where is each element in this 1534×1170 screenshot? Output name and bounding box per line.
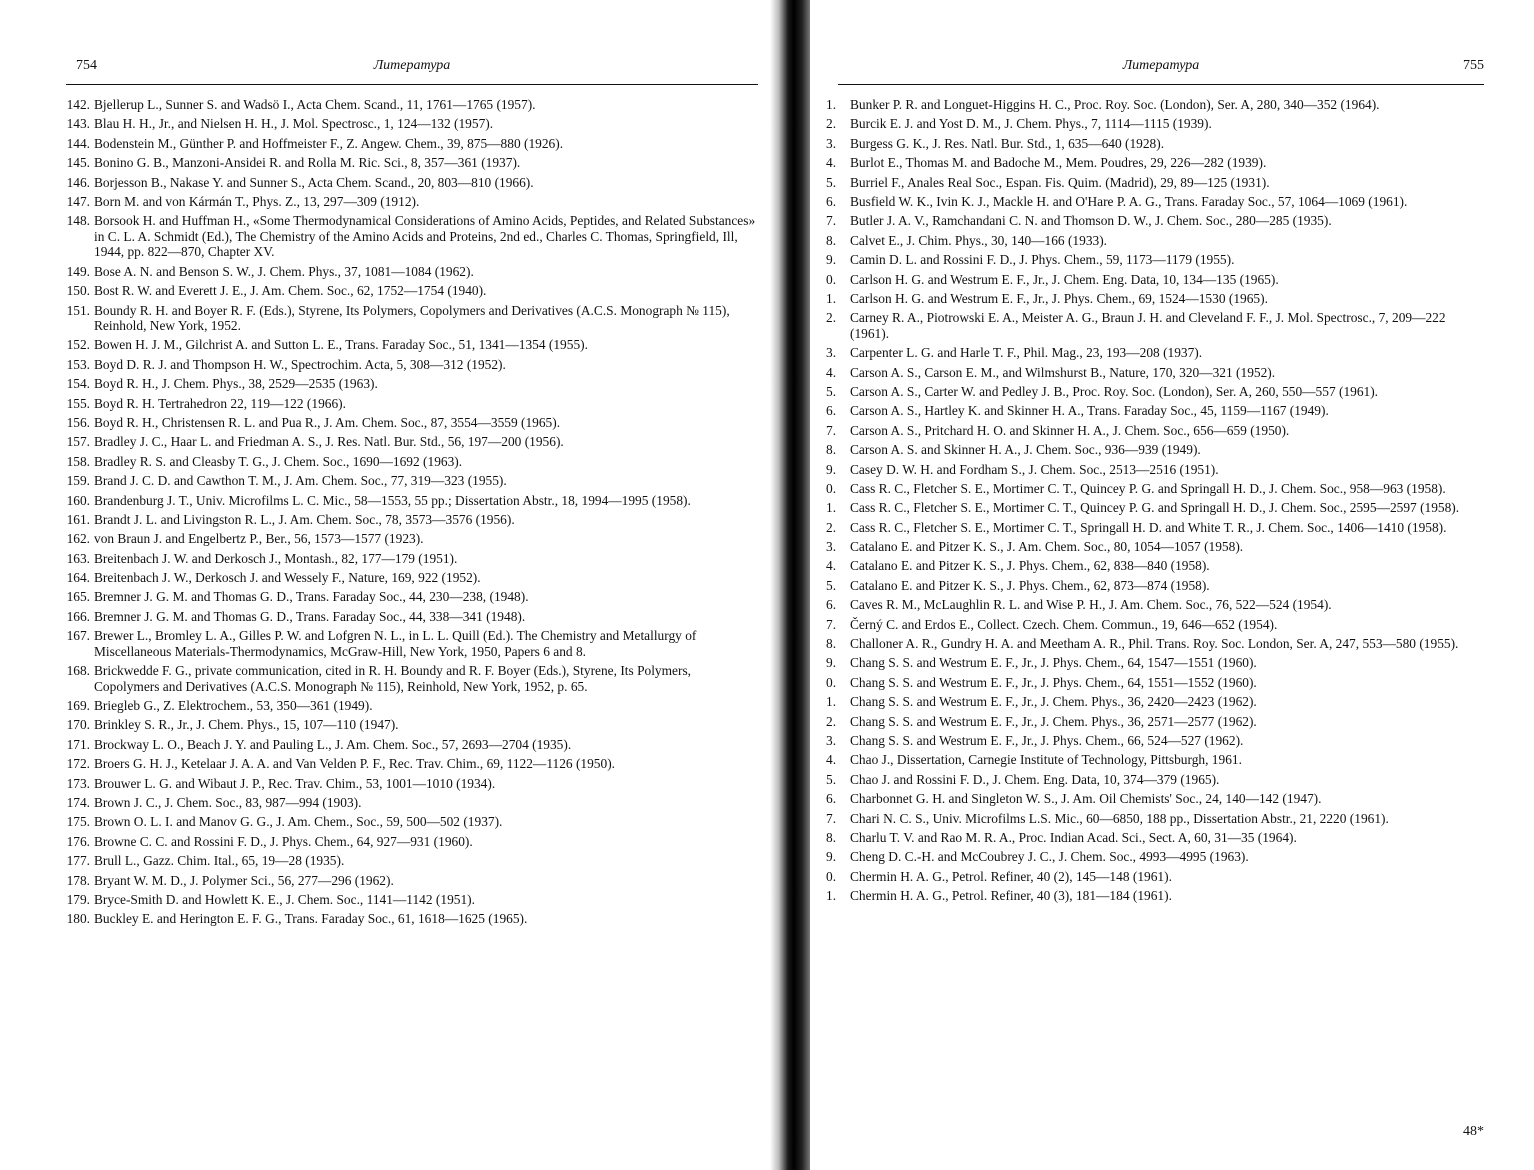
reference-number: 7. (826, 422, 837, 438)
reference-entry (826, 694, 1484, 710)
reference-text: Bryce-Smith D. and Howlett K. E., J. Chem. Soc., 1141—1142 (1951). (94, 891, 475, 907)
reference-number: 2. (826, 116, 837, 132)
reference-text: Cass R. C., Fletcher S. E., Mortimer C. T., Springall H. D. and White T. R., J. Chem. Soc., 1406—1410 (1958). (850, 519, 1447, 535)
reference-number: 3. (826, 539, 837, 555)
reference-entry (66, 357, 758, 373)
reference-number: 4. (826, 155, 837, 171)
reference-number: 157. (66, 434, 90, 450)
reference-number: 0. (826, 271, 837, 287)
right-header-rule (838, 84, 1484, 85)
reference-number: 2. (826, 310, 837, 326)
reference-number: 9. (826, 252, 837, 268)
reference-entry (826, 422, 1484, 439)
reference-entry (826, 636, 1484, 652)
reference-number: 178. (66, 872, 90, 888)
reference-number: 175. (66, 814, 90, 830)
reference-text: Brown J. C., J. Chem. Soc., 83, 987—994 (1903). (94, 795, 362, 810)
reference-text: von Braun J. and Engelbertz P., Ber., 56, 1573—1577 (1923). (94, 531, 424, 547)
reference-entry (66, 551, 758, 567)
reference-number: 171. (66, 736, 90, 752)
reference-entry (826, 674, 1484, 691)
reference-entry (66, 454, 758, 470)
reference-entry (826, 539, 1484, 555)
reference-entry (66, 531, 758, 547)
reference-entry (826, 577, 1484, 594)
reference-text: Boyd D. R. J. and Thompson H. W., Spectrochim. Acta, 5, 308—312 (1952). (94, 356, 506, 372)
reference-text: Cass R. C., Fletcher S. E., Mortimer C. T., Quincey P. G. and Springall H. D., J. Chem. Soc., 958—963 (1958). (850, 480, 1446, 496)
right-page-number: 755 (1463, 58, 1484, 73)
reference-entry (66, 717, 758, 733)
reference-text: Chang S. S. and Westrum E. F., Jr., J. Chem. Phys., 36, 2420—2423 (1962). (850, 694, 1257, 710)
reference-number: 6. (826, 791, 837, 807)
reference-number: 163. (66, 550, 90, 566)
reference-entry (826, 713, 1484, 730)
reference-number: 151. (66, 302, 90, 318)
reference-number: 155. (66, 395, 90, 411)
reference-text: Bradley R. S. and Cleasby T. G., J. Chem. Soc., 1690—1692 (1963). (94, 453, 463, 469)
reference-entry (66, 473, 758, 489)
reference-entry (66, 698, 758, 714)
reference-number: 147. (66, 193, 90, 209)
reference-number: 180. (66, 911, 90, 927)
reference-text: Carlson H. G. and Westrum E. F., Jr., J. Phys. Chem., 69, 1524—1530 (1965). (850, 290, 1268, 306)
reference-text: Brand J. C. D. and Cawthon T. M., J. Am. Chem. Soc., 77, 319—323 (1955). (94, 473, 507, 489)
reference-entry (66, 213, 758, 260)
reference-entry (826, 310, 1484, 341)
reference-text: Carson A. S. and Skinner H. A., J. Chem. Soc., 936—939 (1949). (850, 442, 1201, 458)
reference-entry (66, 396, 758, 412)
reference-entry (826, 442, 1484, 458)
reference-entry (66, 493, 758, 509)
reference-text: Charlu T. V. and Rao M. R. A., Proc. Indian Acad. Sci., Sect. A, 60, 31—35 (1964). (850, 829, 1297, 845)
reference-entry (826, 616, 1484, 633)
reference-entry (66, 609, 758, 625)
reference-text: Buckley E. and Herington E. F. G., Trans. Faraday Soc., 61, 1618—1625 (1965). (94, 911, 528, 927)
reference-entry (66, 136, 758, 152)
reference-number: 179. (66, 891, 90, 907)
reference-number: 144. (66, 135, 90, 151)
book-spine (770, 0, 810, 1170)
reference-number: 152. (66, 337, 90, 353)
reference-number: 167. (66, 628, 90, 644)
reference-number: 2. (826, 519, 837, 535)
reference-number: 161. (66, 511, 90, 527)
right-running-title: Литература (1122, 58, 1200, 73)
reference-number: 9. (826, 849, 837, 865)
reference-text: Cheng D. C.-H. and McCoubrey J. C., J. Chem. Soc., 4993—4995 (1963). (850, 849, 1249, 865)
reference-number: 142. (66, 97, 90, 112)
reference-entry (66, 756, 758, 772)
reference-text: Bremner J. G. M. and Thomas G. D., Trans. Faraday Soc., 44, 338—341 (1948). (94, 608, 526, 624)
reference-text: Carpenter L. G. and Harle T. F., Phil. Mag., 23, 193—208 (1937). (850, 345, 1203, 361)
reference-entry (66, 834, 758, 850)
reference-entry (66, 911, 758, 927)
reference-text: Bremner J. G. M. and Thomas G. D., Trans. Faraday Soc., 44, 230—238, (1948). (94, 589, 529, 605)
reference-text: Černý C. and Erdos E., Collect. Czech. Chem. Commun., 19, 646—652 (1954). (850, 616, 1278, 632)
reference-entry (66, 116, 758, 132)
reference-text: Catalano E. and Pitzer K. S., J. Am. Chem. Soc., 80, 1054—1057 (1958). (850, 539, 1244, 555)
reference-text: Brickwedde F. G., private communication, cited in R. H. Boundy and R. F. Boyer (Eds.), Styrene, Its Polymers, Copolymers and Derivatives (A.C.S. Monograph № 115), Reinhold, New York, 1952, p. 65. (94, 663, 691, 694)
reference-text: Burgess G. K., J. Res. Natl. Bur. Std., 1, 635—640 (1928). (850, 135, 1165, 151)
reference-text: Carlson H. G. and Westrum E. F., Jr., J. Chem. Eng. Data, 10, 134—135 (1965). (850, 271, 1279, 287)
reference-number: 177. (66, 853, 90, 869)
reference-entry (826, 888, 1484, 904)
reference-text: Burcik E. J. and Yost D. M., J. Chem. Phys., 7, 1114—1115 (1939). (850, 116, 1212, 132)
reference-text: Chang S. S. and Westrum E. F., Jr., J. Chem. Phys., 36, 2571—2577 (1962). (850, 713, 1257, 729)
reference-entry (826, 403, 1484, 419)
reference-number: 5. (826, 771, 837, 787)
reference-entry (826, 252, 1484, 268)
reference-entry (66, 570, 758, 586)
reference-text: Brewer L., Bromley L. A., Gilles P. W. and Lofgren N. L., in L. L. Quill (Ed.). The Chemistry and Metallurgy of Miscellaneous Materials-Thermodynamics, McGraw-Hill, New York, 1950, Papers 6 and 8. (94, 628, 697, 659)
reference-text: Borsook H. and Huffman H., «Some Thermodynamical Considerations of Amino Acids, Peptides, and Related Substances» in C. L. A. Schmidt (Ed.), The Chemistry of the Amino Acids and Proteins, 2nd ed., Charles C. Thomas, Springfield, Ill, 1944, pp. 822—870, Chapter XV. (94, 213, 756, 260)
reference-text: Bryant W. M. D., J. Polymer Sci., 56, 277—296 (1962). (94, 872, 394, 888)
reference-entry (826, 135, 1484, 152)
reference-number: 8. (826, 636, 837, 652)
reference-number: 1. (826, 97, 837, 112)
reference-entry (66, 737, 758, 753)
reference-entry (826, 193, 1484, 210)
reference-entry (66, 97, 758, 113)
reference-number: 156. (66, 414, 90, 430)
reference-entry (66, 795, 758, 811)
reference-text: Brockway L. O., Beach J. Y. and Pauling L., J. Am. Chem. Soc., 57, 2693—2704 (1935). (94, 736, 572, 752)
reference-entry (66, 776, 758, 792)
reference-entry (826, 461, 1484, 478)
reference-text: Carson A. S., Carter W. and Pedley J. B., Proc. Roy. Soc. (London), Ser. A, 260, 550—557 (1961). (850, 383, 1379, 399)
reference-text: Chao J., Dissertation, Carnegie Institute of Technology, Pittsburgh, 1961. (850, 752, 1242, 768)
reference-entry (826, 868, 1484, 885)
reference-entry (826, 655, 1484, 671)
reference-number: 0. (826, 480, 837, 496)
reference-number: 148. (66, 213, 90, 229)
reference-entry (66, 589, 758, 605)
reference-entry (826, 364, 1484, 381)
reference-text: Bonino G. B., Manzoni-Ansidei R. and Rolla M. Ric. Sci., 8, 357—361 (1937). (94, 155, 521, 171)
reference-number: 7. (826, 616, 837, 632)
reference-text: Brull L., Gazz. Chim. Ital., 65, 19—28 (1935). (94, 853, 345, 869)
reference-number: 3. (826, 135, 837, 151)
reference-number: 1. (826, 694, 837, 710)
reference-number: 1. (826, 290, 837, 306)
reference-number: 0. (826, 674, 837, 690)
reference-text: Catalano E. and Pitzer K. S., J. Phys. Chem., 62, 873—874 (1958). (850, 577, 1210, 593)
reference-entry (66, 283, 758, 299)
reference-text: Bjellerup L., Sunner S. and Wadsö I., Acta Chem. Scand., 11, 1761—1765 (1957). (94, 97, 536, 112)
reference-entry (66, 415, 758, 431)
reference-text: Brouwer L. G. and Wibaut J. P., Rec. Trav. Chim., 53, 1001—1010 (1934). (94, 775, 496, 791)
reference-number: 6. (826, 403, 837, 419)
reference-number: 149. (66, 263, 90, 279)
reference-entry (826, 829, 1484, 846)
reference-entry (826, 116, 1484, 132)
reference-entry (826, 213, 1484, 229)
reference-number: 4. (826, 558, 837, 574)
reference-number: 8. (826, 442, 837, 458)
reference-text: Brown O. L. I. and Manov G. G., J. Am. Chem., Soc., 59, 500—502 (1937). (94, 814, 503, 830)
reference-text: Chermin H. A. G., Petrol. Refiner, 40 (3), 181—184 (1961). (850, 888, 1172, 904)
reference-text: Boundy R. H. and Boyer R. F. (Eds.), Styrene, Its Polymers, Copolymers and Derivatives (A.C.S. Monograph № 115), Reinhold, New York, 1952. (94, 302, 730, 334)
right-page-header (838, 58, 1484, 78)
reference-number: 4. (826, 364, 837, 380)
reference-text: Burriel F., Anales Real Soc., Espan. Fis. Quim. (Madrid), 29, 89—125 (1931). (850, 174, 1270, 190)
reference-text: Brinkley S. R., Jr., J. Chem. Phys., 15, 107—110 (1947). (94, 717, 399, 733)
left-header-rule (66, 84, 758, 85)
reference-text: Born M. and von Kármán T., Phys. Z., 13, 297—309 (1912). (94, 193, 420, 209)
reference-text: Browne C. C. and Rossini F. D., J. Phys. Chem., 64, 927—931 (1960). (94, 833, 473, 849)
reference-entry (66, 628, 758, 659)
reference-number: 173. (66, 775, 90, 791)
reference-number: 5. (826, 383, 837, 399)
reference-number: 1. (826, 500, 837, 516)
reference-text: Casey D. W. H. and Fordham S., J. Chem. Soc., 2513—2516 (1951). (850, 461, 1219, 477)
reference-text: Boyd R. H., Christensen R. L. and Pua R., J. Am. Chem. Soc., 87, 3554—3559 (1965). (94, 414, 561, 430)
reference-text: Boyd R. H., J. Chem. Phys., 38, 2529—2535 (1963). (94, 376, 378, 392)
reference-number: 143. (66, 116, 90, 132)
reference-number: 9. (826, 461, 837, 477)
reference-text: Butler J. A. V., Ramchandani C. N. and Thomson D. W., J. Chem. Soc., 280—285 (1935). (850, 213, 1332, 229)
reference-entry (826, 97, 1484, 113)
reference-entry (826, 733, 1484, 749)
left-page-number: 754 (76, 58, 97, 73)
reference-entry (826, 290, 1484, 307)
reference-number: 169. (66, 698, 90, 714)
reference-text: Briegleb G., Z. Elektrochem., 53, 350—361 (1949). (94, 698, 373, 714)
reference-number: 159. (66, 473, 90, 489)
reference-entry (66, 892, 758, 908)
reference-number: 3. (826, 345, 837, 361)
reference-text: Camin D. L. and Rossini F. D., J. Phys. Chem., 59, 1173—1179 (1955). (850, 252, 1235, 268)
right-page (810, 0, 1534, 1170)
reference-entry (826, 771, 1484, 788)
reference-text: Chang S. S. and Westrum E. F., Jr., J. Phys. Chem., 64, 1547—1551 (1960). (850, 655, 1257, 671)
reference-number: 5. (826, 577, 837, 593)
reference-entry (66, 155, 758, 171)
reference-text: Chao J. and Rossini F. D., J. Chem. Eng. Data, 10, 374—379 (1965). (850, 771, 1220, 787)
reference-number: 9. (826, 655, 837, 671)
right-reference-list (826, 97, 1484, 904)
reference-text: Brandenburg J. T., Univ. Microfilms L. C. Mic., 58—1553, 55 pp.; Dissertation Abstr., 18, 1994—1995 (1958). (94, 492, 691, 508)
reference-entry (66, 873, 758, 889)
reference-entry (826, 174, 1484, 191)
reference-entry (826, 558, 1484, 574)
reference-number: 6. (826, 193, 837, 209)
reference-text: Charbonnet G. H. and Singleton W. S., J. Am. Oil Chemists' Soc., 24, 140—142 (1947). (850, 791, 1322, 807)
reference-number: 154. (66, 376, 90, 392)
reference-text: Carney R. A., Piotrowski E. A., Meister A. G., Braun J. H. and Cleveland F. F., J. Mol. Spectrosc., 7, 209—222 (1961). (850, 310, 1446, 341)
left-page-header (66, 58, 758, 78)
reference-number: 8. (826, 829, 837, 845)
reference-number: 170. (66, 717, 90, 733)
reference-entry (826, 849, 1484, 865)
reference-text: Chari N. C. S., Univ. Microfilms L.S. Mic., 60—6850, 188 pp., Dissertation Abstr., 21, 2220 (1961). (850, 810, 1389, 826)
reference-number: 4. (826, 752, 837, 768)
left-reference-list (66, 97, 758, 927)
reference-number: 164. (66, 570, 90, 586)
reference-number: 150. (66, 283, 90, 299)
reference-entry (826, 810, 1484, 827)
reference-number: 1. (826, 888, 837, 904)
reference-number: 8. (826, 232, 837, 248)
reference-text: Carson A. S., Pritchard H. O. and Skinner H. A., J. Chem. Soc., 656—659 (1950). (850, 422, 1290, 438)
signature-mark: 48* (1463, 1124, 1484, 1139)
reference-text: Bradley J. C., Haar L. and Friedman A. S., J. Res. Natl. Bur. Std., 56, 197—200 (1956). (94, 434, 564, 450)
reference-entry (826, 480, 1484, 497)
reference-number: 158. (66, 453, 90, 469)
reference-text: Challoner A. R., Gundry H. A. and Meetham A. R., Phil. Trans. Roy. Soc. London, Ser. A, 247, 553—580 (1955). (850, 636, 1459, 652)
reference-number: 162. (66, 531, 90, 547)
reference-text: Chermin H. A. G., Petrol. Refiner, 40 (2), 145—148 (1961). (850, 868, 1172, 884)
reference-number: 176. (66, 833, 90, 849)
reference-text: Cass R. C., Fletcher S. E., Mortimer C. T., Quincey P. G. and Springall H. D., J. Chem. Soc., 2595—2597 (1958). (850, 500, 1460, 516)
reference-number: 145. (66, 155, 90, 171)
reference-number: 168. (66, 663, 90, 679)
reference-entry (826, 345, 1484, 361)
reference-entry (66, 303, 758, 334)
reference-number: 2. (826, 713, 837, 729)
reference-entry (66, 175, 758, 191)
reference-text: Boyd R. H. Tertrahedron 22, 119—122 (1966). (94, 395, 346, 411)
reference-text: Broers G. H. J., Ketelaar J. A. A. and Van Velden P. F., Rec. Trav. Chim., 69, 1122—1126 (1950). (94, 756, 616, 772)
reference-entry (826, 752, 1484, 768)
reference-text: Catalano E. and Pitzer K. S., J. Phys. Chem., 62, 838—840 (1958). (850, 558, 1210, 574)
reference-number: 146. (66, 174, 90, 190)
reference-text: Chang S. S. and Westrum E. F., Jr., J. Phys. Chem., 64, 1551—1552 (1960). (850, 674, 1257, 690)
reference-number: 5. (826, 174, 837, 190)
reference-entry (826, 155, 1484, 171)
reference-number: 172. (66, 756, 90, 772)
reference-text: Borjesson B., Nakase Y. and Sunner S., Acta Chem. Scand., 20, 803—810 (1966). (94, 174, 534, 190)
reference-text: Chang S. S. and Westrum E. F., Jr., J. Phys. Chem., 66, 524—527 (1962). (850, 733, 1244, 748)
reference-entry (826, 519, 1484, 536)
reference-entry (826, 383, 1484, 400)
reference-text: Blau H. H., Jr., and Nielsen H. H., J. Mol. Spectrosc., 1, 124—132 (1957). (94, 116, 494, 132)
reference-number: 6. (826, 597, 837, 613)
reference-entry (66, 434, 758, 450)
reference-number: 174. (66, 795, 90, 810)
reference-text: Bose A. N. and Benson S. W., J. Chem. Phys., 37, 1081—1084 (1962). (94, 263, 474, 279)
reference-text: Bost R. W. and Everett J. E., J. Am. Chem. Soc., 62, 1752—1754 (1940). (94, 283, 487, 299)
reference-text: Busfield W. K., Ivin K. J., Mackle H. and O'Hare P. A. G., Trans. Faraday Soc., 57, 1064—1069 (1961). (850, 193, 1408, 209)
reference-number: 7. (826, 810, 837, 826)
reference-entry (66, 814, 758, 830)
reference-entry (826, 597, 1484, 613)
reference-entry (66, 194, 758, 210)
reference-entry (826, 500, 1484, 516)
reference-number: 160. (66, 492, 90, 508)
reference-text: Brandt J. L. and Livingston R. L., J. Am. Chem. Soc., 78, 3573—3576 (1956). (94, 511, 515, 527)
reference-entry (66, 853, 758, 869)
reference-number: 0. (826, 868, 837, 884)
reference-entry (826, 232, 1484, 249)
reference-text: Burlot E., Thomas M. and Badoche M., Mem. Poudres, 29, 226—282 (1939). (850, 155, 1267, 171)
reference-text: Bunker P. R. and Longuet-Higgins H. C., Proc. Roy. Soc. (London), Ser. A, 280, 340—352 (1964). (850, 97, 1380, 112)
reference-text: Bodenstein M., Günther P. and Hoffmeister F., Z. Angew. Chem., 39, 875—880 (1926). (94, 135, 564, 151)
reference-number: 153. (66, 356, 90, 372)
reference-text: Breitenbach J. W., Derkosch J. and Wessely F., Nature, 169, 922 (1952). (94, 570, 481, 586)
reference-entry (66, 512, 758, 528)
reference-number: 165. (66, 589, 90, 605)
reference-number: 166. (66, 608, 90, 624)
reference-text: Caves R. M., McLaughlin R. L. and Wise P. H., J. Am. Chem. Soc., 76, 522—524 (1954). (850, 597, 1332, 613)
reference-text: Carson A. S., Hartley K. and Skinner H. A., Trans. Faraday Soc., 45, 1159—1167 (1949). (850, 403, 1329, 419)
reference-text: Breitenbach J. W. and Derkosch J., Montash., 82, 177—179 (1951). (94, 550, 458, 566)
reference-number: 7. (826, 213, 837, 229)
reference-text: Carson A. S., Carson E. M., and Wilmshurst B., Nature, 170, 320—321 (1952). (850, 364, 1276, 380)
reference-entry (66, 376, 758, 392)
reference-entry (826, 791, 1484, 807)
left-running-title: Литература (373, 58, 451, 73)
reference-entry (66, 663, 758, 694)
reference-number: 3. (826, 733, 837, 748)
reference-entry (66, 337, 758, 353)
reference-text: Bowen H. J. M., Gilchrist A. and Sutton L. E., Trans. Faraday Soc., 51, 1341—1354 (1955). (94, 337, 588, 353)
reference-entry (826, 271, 1484, 288)
reference-entry (66, 264, 758, 280)
reference-text: Calvet E., J. Chim. Phys., 30, 140—166 (1933). (850, 232, 1108, 248)
